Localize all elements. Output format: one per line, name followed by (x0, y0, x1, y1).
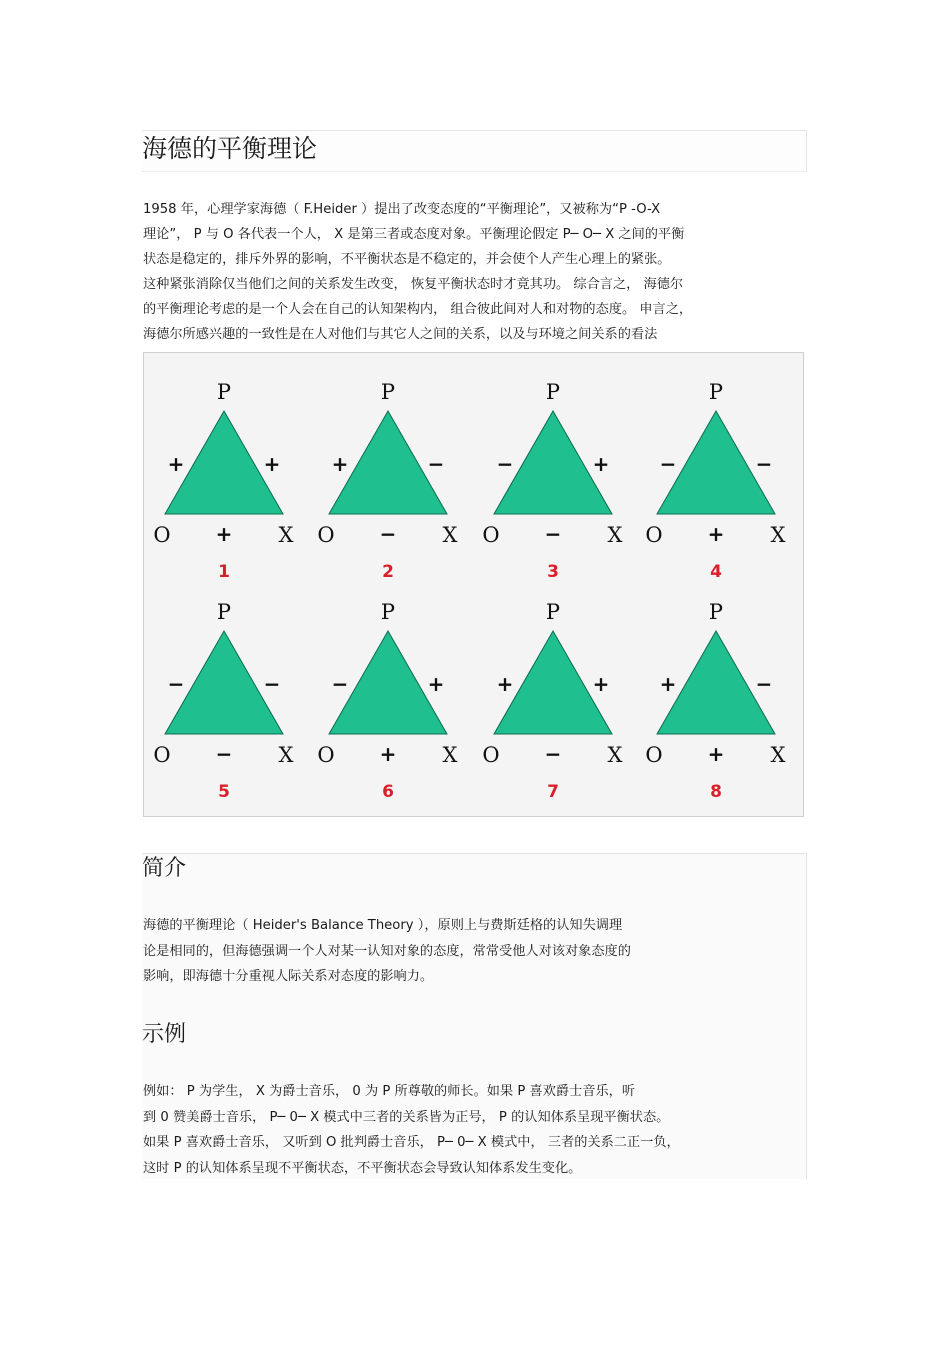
triad-apex-label: P (216, 600, 232, 624)
triad-right-label: X (770, 743, 786, 767)
triad-left-sign: − (167, 672, 185, 696)
triad-left-label: O (645, 523, 663, 547)
triad-left-sign: + (496, 672, 514, 696)
triad-number: 3 (547, 562, 559, 582)
balance-theory-figure (143, 352, 804, 817)
triad-left-label: O (482, 523, 500, 547)
triad-bottom-sign: + (707, 742, 725, 766)
intro-section-line: 论是相同的，但海德强调一个人对某一认知对象的态度，常常受他人对该对象态度的 (143, 943, 631, 959)
intro-line: 这种紧张消除仅当他们之间的关系发生改变， 恢复平衡状态时才竟其功。 综合言之， 海德尔 (143, 277, 684, 292)
triad-right-label: X (770, 523, 786, 547)
triad-left-sign: + (659, 672, 677, 696)
intro-line: 海德尔所感兴趣的一致性是在人对他们与其它人之间的关系，以及与环境之间关系的看法 (143, 327, 658, 342)
triad-apex-label: P (545, 600, 561, 624)
triad-diagram (144, 353, 803, 816)
triad-right-label: X (442, 523, 458, 547)
triad-right-sign: + (592, 672, 610, 696)
triad-right-sign: − (427, 452, 445, 476)
triad-right-sign: − (755, 672, 773, 696)
triad-apex-label: P (545, 380, 561, 404)
triad-number: 7 (547, 782, 559, 802)
example-line: 这时 P 的认知体系呈现不平衡状态，不平衡状态会导致认知体系发生变化。 (143, 1160, 582, 1176)
example-line: 如果 P 喜欢爵士音乐， 又听到 O 批判爵士音乐， P─ 0─ X 模式中， 三者的关系二正一负， (143, 1135, 680, 1150)
triad-right-label: X (278, 743, 294, 767)
triad-left-sign: + (167, 452, 185, 476)
intro-line: 状态是稳定的，排斥外界的影响，不平衡状态是不稳定的，并会使个人产生心理上的紧张。 (143, 252, 671, 267)
triad-number: 6 (382, 782, 394, 802)
triad-left-label: O (153, 743, 171, 767)
page-title: 海德的平衡理论 (142, 134, 318, 163)
triad-apex-label: P (708, 600, 724, 624)
triad-right-sign: + (263, 452, 281, 476)
triad-apex-label: P (708, 380, 724, 404)
intro-section-line: 海德的平衡理论（ Heider's Balance Theory ），原则上与费斯廷格的认知失调理 (143, 918, 623, 933)
intro-section-paragraph (143, 913, 803, 990)
example-line: 到 0 赞美爵士音乐， P─ 0─ X 模式中三者的关系皆为正号， P 的认知体系呈现平衡状态。 (143, 1109, 670, 1125)
intro-line: 理论”， P 与 O 各代表一个人， X 是第三者或态度对象。平衡理论假定 P─ O─ X 之间的平衡 (143, 227, 685, 242)
triad-left-label: O (317, 523, 335, 547)
intro-paragraph (143, 197, 808, 347)
triad-right-label: X (607, 523, 623, 547)
triad-number: 5 (218, 782, 230, 802)
triad-apex-label: P (216, 380, 232, 404)
content-section (142, 853, 807, 1179)
triad-right-sign: + (427, 672, 445, 696)
intro-line: 的平衡理论考虑的是一个人会在自己的认知架构内， 组合彼此间对人和对物的态度。 申言之， (143, 302, 693, 317)
triad-left-sign: − (331, 672, 349, 696)
triad-left-label: O (482, 743, 500, 767)
triad-right-label: X (607, 743, 623, 767)
intro-line: 1958 年，心理学家海德（ F.Heider ）提出了改变态度的“平衡理论”，又被称为“P -O-X (143, 202, 661, 217)
triad-right-label: X (278, 523, 294, 547)
triad-apex-label: P (380, 600, 396, 624)
triad-bottom-sign: − (379, 522, 397, 546)
triad-bottom-sign: − (544, 742, 562, 766)
example-heading: 示例 (142, 1022, 187, 1047)
intro-heading: 简介 (142, 856, 187, 881)
triad-bottom-sign: + (379, 742, 397, 766)
example-line: 例如： P 为学生， X 为爵士音乐， 0 为 P 所尊敬的师长。如果 P 喜欢爵士音乐，听 (143, 1084, 636, 1099)
triad-number: 4 (710, 562, 722, 582)
triad-left-label: O (317, 743, 335, 767)
intro-section-line: 影响，即海德十分重视人际关系对态度的影响力。 (143, 969, 434, 984)
triad-right-sign: + (592, 452, 610, 476)
triad-left-sign: + (331, 452, 349, 476)
triad-number: 2 (382, 562, 394, 582)
title-box (142, 130, 807, 172)
triad-bottom-sign: − (544, 522, 562, 546)
triad-right-label: X (442, 743, 458, 767)
example-paragraph (143, 1079, 803, 1181)
triad-number: 1 (218, 562, 230, 582)
triad-bottom-sign: − (215, 742, 233, 766)
triad-right-sign: − (755, 452, 773, 476)
triad-apex-label: P (380, 380, 396, 404)
triad-right-sign: − (263, 672, 281, 696)
triad-bottom-sign: + (215, 522, 233, 546)
triad-left-label: O (153, 523, 171, 547)
triad-left-sign: − (659, 452, 677, 476)
triad-number: 8 (710, 782, 722, 802)
triad-left-sign: − (496, 452, 514, 476)
triad-left-label: O (645, 743, 663, 767)
triad-bottom-sign: + (707, 522, 725, 546)
